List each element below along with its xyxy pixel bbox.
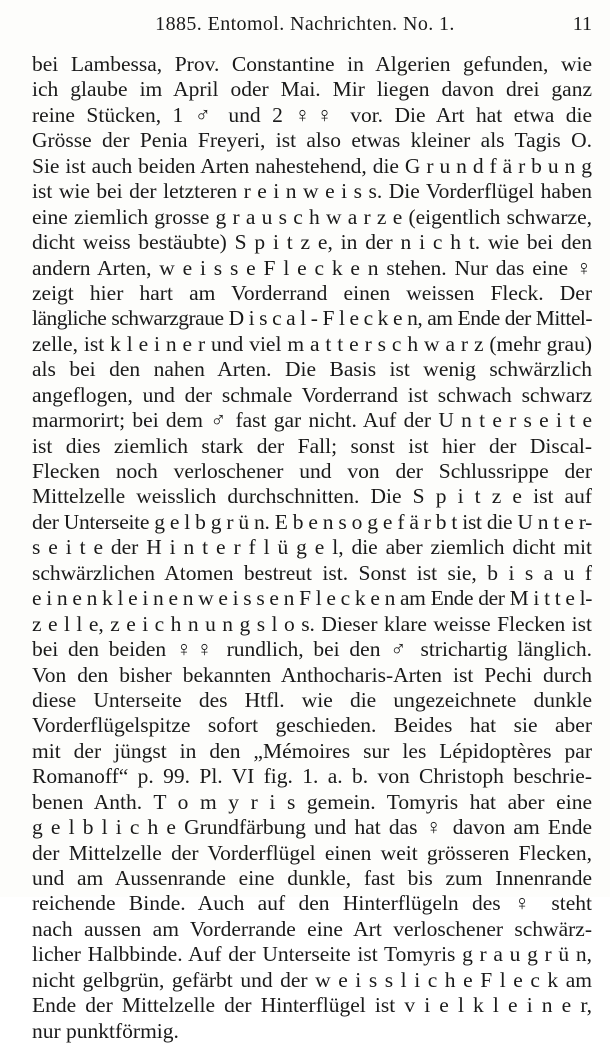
text-line: längliche schwarzgraue D i s c a l - F l e c k e n, am Ende der Mittel- xyxy=(32,306,592,331)
text-line: Flecken noch verloschener und von der Schlussrippe der xyxy=(32,459,592,483)
text-line: Grösse der Penia Freyeri, ist also etwas kleiner als Tagis O. xyxy=(32,128,592,153)
text-line: Von den bisher bekannten Anthocharis-Arten ist Pechi durch xyxy=(32,662,592,687)
text-line: schwärzlichen Atomen bestreut ist. Sonst ist sie, b i s a u f xyxy=(32,560,592,585)
page-number: 11 xyxy=(572,13,592,35)
text-line: reine Stücken, 1 ♂ und 2 ♀♀ vor. Die Art hat etwa die xyxy=(32,102,592,127)
text-line: e i n e n k l e i n e n w e i s s e n F l e c k e n am Ende der M i t t e l- xyxy=(32,586,592,611)
text-line: ist dies ziemlich stark der Fall; sonst ist hier der Discal- xyxy=(32,433,592,458)
text-line: nach aussen am Vorderrande eine Art verloschener schwärz- xyxy=(32,916,592,941)
text-line: dicht weiss bestäubte) S p i t z e, in der n i c h t. wie bei den xyxy=(32,230,592,255)
text-line: bei Lambessa, Prov. Constantine in Algerien gefunden, wie xyxy=(32,52,592,76)
text-line: der Mittelzelle der Vorderflügel einen weit grösseren Flecken, xyxy=(32,840,592,865)
text-line: mit der jüngst in den „Mémoires sur les Lépidoptères par xyxy=(32,738,592,763)
text-line: der Unterseite g e l b g r ü n. E b e n s o g e f ä r b t ist die U n t e r- xyxy=(32,509,592,534)
text-line: Mittelzelle weisslich durchschnitten. Die S p i t z e ist auf xyxy=(32,484,592,509)
text-line: Ende der Mittelzelle der Hinterflügel ist v i e l k l e i n e r, xyxy=(32,993,592,1018)
text-line: bei den beiden ♀♀ rundlich, bei den ♂ strichartig länglich. xyxy=(32,637,592,662)
text-line: zelle, ist k l e i n e r und viel m a t t e r s c h w a r z (mehr grau) xyxy=(32,331,592,356)
text-line: und am Aussenrande eine dunkle, fast bis zum Innenrande xyxy=(32,866,592,890)
body-text xyxy=(32,52,592,1044)
text-line: nicht gelbgrün, gefärbt und der w e i s s l i c h e F l e c k am xyxy=(32,967,592,992)
text-line: z e l l e, z e i c h n u n g s l o s. Dieser klare weisse Flecken ist xyxy=(32,611,592,636)
text-line: ich glaube im April oder Mai. Mir liegen davon drei ganz xyxy=(32,77,592,102)
text-line: Vorderflügelspitze sofort geschieden. Beides hat sie aber xyxy=(32,713,592,738)
text-line: eine ziemlich grosse g r a u s c h w a r z e (eigentlich schwarze, xyxy=(32,204,592,229)
running-header xyxy=(0,8,610,40)
text-line: ist wie bei der letzteren r e i n w e i s s. Die Vorderflügel haben xyxy=(32,179,592,204)
text-line: Romanoff“ p. 99. Pl. VI fig. 1. a. b. von Christoph beschrie- xyxy=(32,764,592,789)
text-line: licher Halbbinde. Auf der Unterseite ist Tomyris g r a u g r ü n, xyxy=(32,942,592,967)
text-line: Sie ist auch beiden Arten nahestehend, die G r u n d f ä r b u n g xyxy=(32,153,592,178)
text-line: benen Anth. T o m y r i s gemein. Tomyris hat aber eine xyxy=(32,789,592,814)
text-line: s e i t e der H i n t e r f l ü g e l, die aber ziemlich dicht mit xyxy=(32,535,592,560)
text-line: g e l b l i c h e Grundfärbung und hat das ♀ davon am Ende xyxy=(32,815,592,840)
text-line: angeflogen, und der schmale Vorderrand ist schwach schwarz xyxy=(32,382,592,407)
text-line: diese Unterseite des Htfl. wie die ungezeichnete dunkle xyxy=(32,687,592,712)
text-line: zeigt hier hart am Vorderrand einen weissen Fleck. Der xyxy=(32,280,592,305)
text-line: nur punktförmig. xyxy=(32,1018,179,1043)
text-line: als bei den nahen Arten. Die Basis ist wenig schwärzlich xyxy=(32,357,592,382)
text-line: andern Arten, w e i s s e F l e c k e n stehen. Nur das eine ♀ xyxy=(32,255,592,280)
running-title: 1885. Entomol. Nachrichten. No. 1. xyxy=(155,13,455,35)
text-line: marmorirt; bei dem ♂ fast gar nicht. Auf der U n t e r s e i t e xyxy=(32,408,592,433)
text-line: reichende Binde. Auch auf den Hinterflügeln des ♀ steht xyxy=(32,891,592,916)
